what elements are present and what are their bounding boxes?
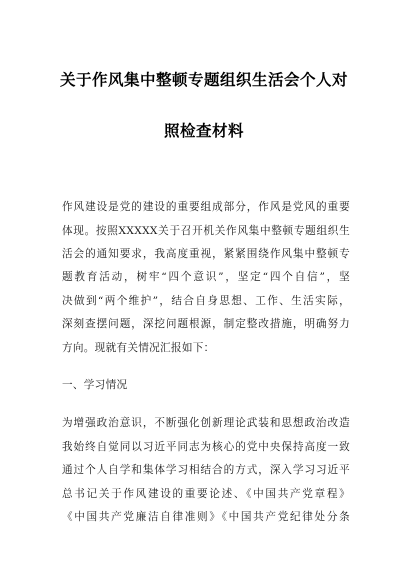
section-line: 我始终自觉同以习近平同志为核心的党中央保持高度一致 <box>62 441 350 453</box>
intro-line: 体现。按照XXXXX关于召开机关作风集中整顿专题组织生 <box>62 225 350 237</box>
document-title-line-1: 关于作风集中整顿专题组织生活会个人对 <box>59 71 348 89</box>
intro-line: 题教育活动，树牢“四个意识”，坚定“四个自信”，坚 <box>62 271 350 283</box>
section-line: 总书记关于作风建设的重要论述、《中国共产党章程》 <box>62 488 350 500</box>
intro-line: 活会的通知要求，我高度重视，紧紧围绕作风集中整顿专 <box>62 248 350 260</box>
intro-line: 深刻查摆问题，深挖问题根源，制定整改措施，明确努力 <box>62 318 350 330</box>
section-line: 为增强政治意识，不断强化创新理论武装和思想政治改造 <box>62 417 350 429</box>
section-line: 《中国共产党廉洁自律准则》《中国共产党纪律处分条 <box>62 511 350 523</box>
intro-line: 方向。现就有关情况汇报如下： <box>62 342 215 354</box>
intro-line: 决做到“两个维护”，结合自身思想、工作、生活实际， <box>62 295 350 307</box>
intro-line: 作风建设是党的建设的重要组成部分，作风是党风的重要 <box>62 201 350 213</box>
section-line: 通过个人自学和集体学习相结合的方式，深入学习习近平 <box>62 464 350 476</box>
section-heading: 一、学习情况 <box>62 379 128 391</box>
document-title-line-2: 照检查材料 <box>163 122 244 140</box>
